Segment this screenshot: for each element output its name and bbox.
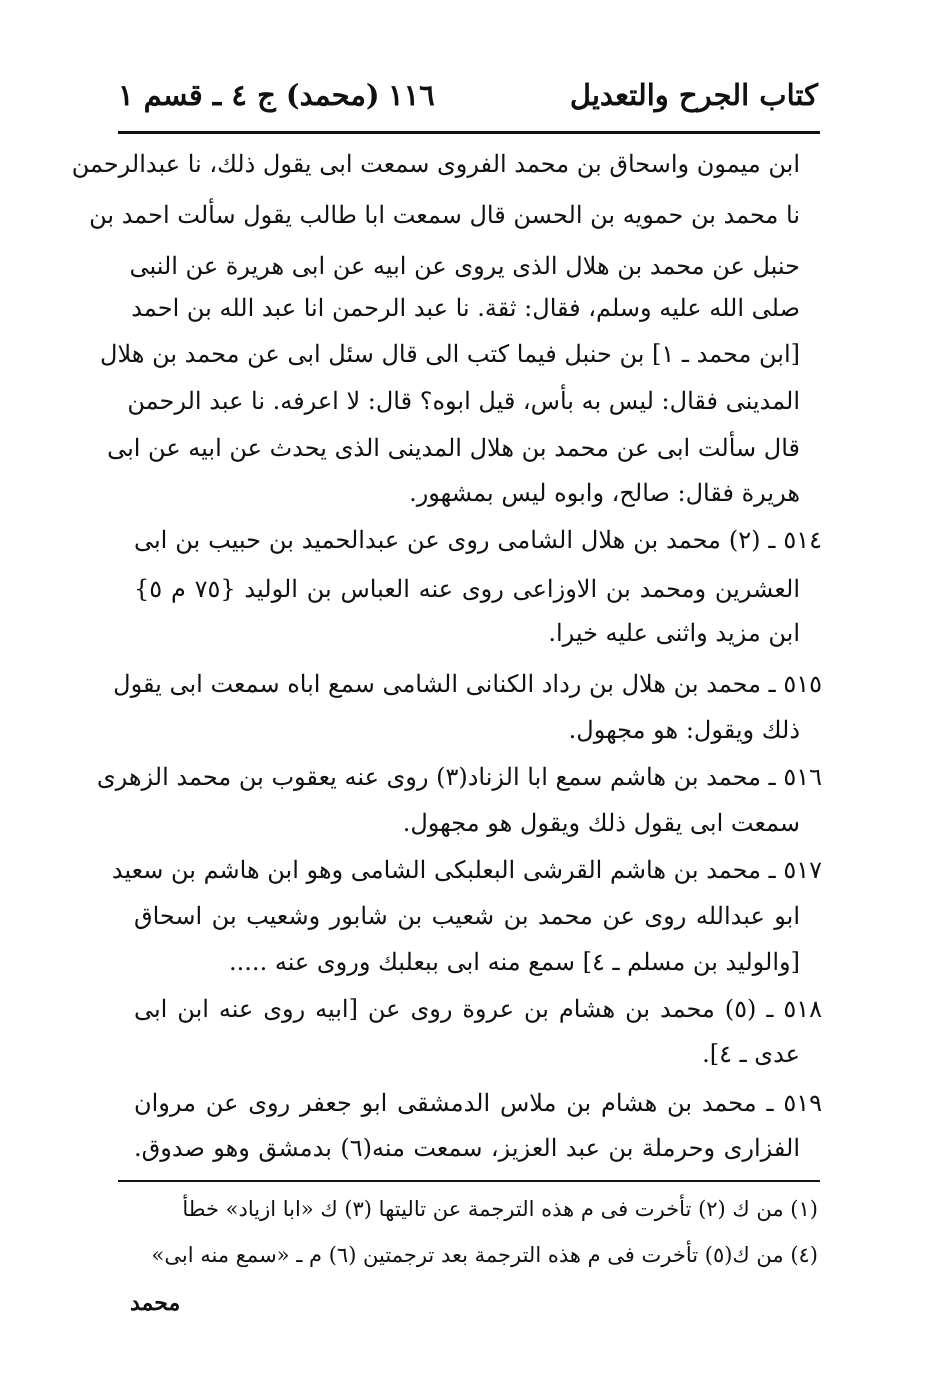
body-line: حنبل عن محمد بن هلال الذى يروى عن ابيه عن ابى هريرة عن النبى	[129, 252, 800, 280]
entry-number: ٥١٤	[783, 526, 822, 554]
entry-518-line: عدى ـ ٤].	[702, 1040, 800, 1068]
entry-517-line: ابو عبدالله روى عن محمد بن شعيب بن شابور وشعيب بن اسحاق	[134, 902, 800, 930]
entry-516-line: سمعت ابى يقول ذلك ويقول هو مجهول.	[402, 809, 800, 837]
entry-text: محمد بن هاشم القرشى البعلبكى الشامى وهو ابن هاشم بن سعيد	[111, 856, 762, 884]
footnote-rule	[118, 1180, 820, 1182]
body-line: ابن ميمون واسحاق بن محمد الفروى سمعت ابى يقول ذلك، نا عبدالرحمن	[71, 150, 800, 178]
entry-text: محمد بن هشام بن ملاس الدمشقى ابو جعفر روى عن مروان	[134, 1089, 757, 1117]
entry-514-line: ابن مزيد واثنى عليه خيرا.	[548, 619, 800, 647]
entry-text: محمد بن هلال بن رداد الكنانى الشامى سمع اباه سمعت ابى يقول	[113, 670, 762, 698]
volume-label: (محمد) ج ٤ ـ قسم ١	[118, 78, 380, 112]
entry-514-line: العشرين ومحمد بن الاوزاعى روى عنه العباس بن الوليد {٧٥ م ٥}	[134, 575, 800, 603]
entry-515-line: ذلك ويقول: هو مجهول.	[568, 716, 800, 744]
entry-number: ٥١٨	[783, 995, 822, 1023]
entry-519-line: الفزارى وحرملة بن عبد العزيز، سمعت منه(٦) بدمشق وهو صدوق.	[134, 1134, 800, 1162]
entry-text: محمد بن هاشم سمع ابا الزناد(٣) روى عنه يعقوب بن محمد الزهرى	[96, 763, 762, 791]
body-line: المدينى فقال: ليس به بأس، قيل ابوه؟ قال: لا اعرفه. نا عبد الرحمن	[127, 387, 800, 415]
entry-516-line: ٥١٦ ـ محمد بن هاشم سمع ابا الزناد(٣) روى عنه يعقوب بن محمد الزهرى	[96, 763, 822, 791]
body-line: [ابن محمد ـ ١] بن حنبل فيما كتب الى قال سئل ابى عن محمد بن هلال	[100, 340, 800, 368]
body-line: هريرة فقال: صالح، وابوه ليس بمشهور.	[409, 479, 800, 507]
body-line: قال سألت ابى عن محمد بن هلال المدينى الذى يحدث عن ابيه عن ابى	[107, 434, 800, 462]
entry-number: ٥١٦	[783, 763, 822, 791]
entry-number: ٥١٧	[783, 856, 822, 884]
body-line: صلى الله عليه وسلم، فقال: ثقة. نا عبد الرحمن انا عبد الله بن احمد	[131, 294, 800, 322]
catchword: محمد	[130, 1290, 181, 1316]
entry-text: (٢) محمد بن هلال الشامى روى عن عبدالحميد بن حبيب بن ابى	[134, 526, 761, 554]
running-header	[118, 78, 818, 128]
entry-517-line: ٥١٧ ـ محمد بن هاشم القرشى البعلبكى الشامى وهو ابن هاشم بن سعيد	[111, 856, 822, 884]
body-line: نا محمد بن حمويه بن الحسن قال سمعت ابا طالب يقول سألت احمد بن	[89, 201, 800, 229]
entry-number: ٥١٩	[783, 1089, 822, 1117]
header-rule	[118, 131, 820, 134]
entry-number: ٥١٥	[783, 670, 822, 698]
footnote-line: (١) من ك (٢) تأخرت فى م هذه الترجمة عن تاليتها (٣) ك «ابا ازياد» خطأ	[182, 1197, 818, 1221]
entry-515-line: ٥١٥ ـ محمد بن هلال بن رداد الكنانى الشامى سمع اباه سمعت ابى يقول	[113, 670, 822, 698]
entry-517-line: [والوليد بن مسلم ـ ٤] سمع منه ابى ببعلبك وروى عنه .....	[229, 948, 800, 976]
entry-519-line: ٥١٩ ـ محمد بن هشام بن ملاس الدمشقى ابو جعفر روى عن مروان	[134, 1089, 822, 1117]
entry-text: (٥) محمد بن هشام بن عروة روى عن [ابيه روى عنه ابن ابى	[134, 995, 757, 1023]
footnote-line: (٤) من ك(٥) تأخرت فى م هذه الترجمة بعد ترجمتين (٦) م ـ «سمع منه ابى»	[151, 1243, 818, 1267]
book-title: كتاب الجرح والتعديل	[569, 78, 818, 112]
entry-514-line: ٥١٤ ـ (٢) محمد بن هلال الشامى روى عن عبدالحميد بن حبيب بن ابى	[134, 526, 822, 554]
page-number: ١١٦	[388, 78, 435, 112]
entry-518-line: ٥١٨ ـ (٥) محمد بن هشام بن عروة روى عن [ابيه روى عنه ابن ابى	[134, 995, 822, 1023]
